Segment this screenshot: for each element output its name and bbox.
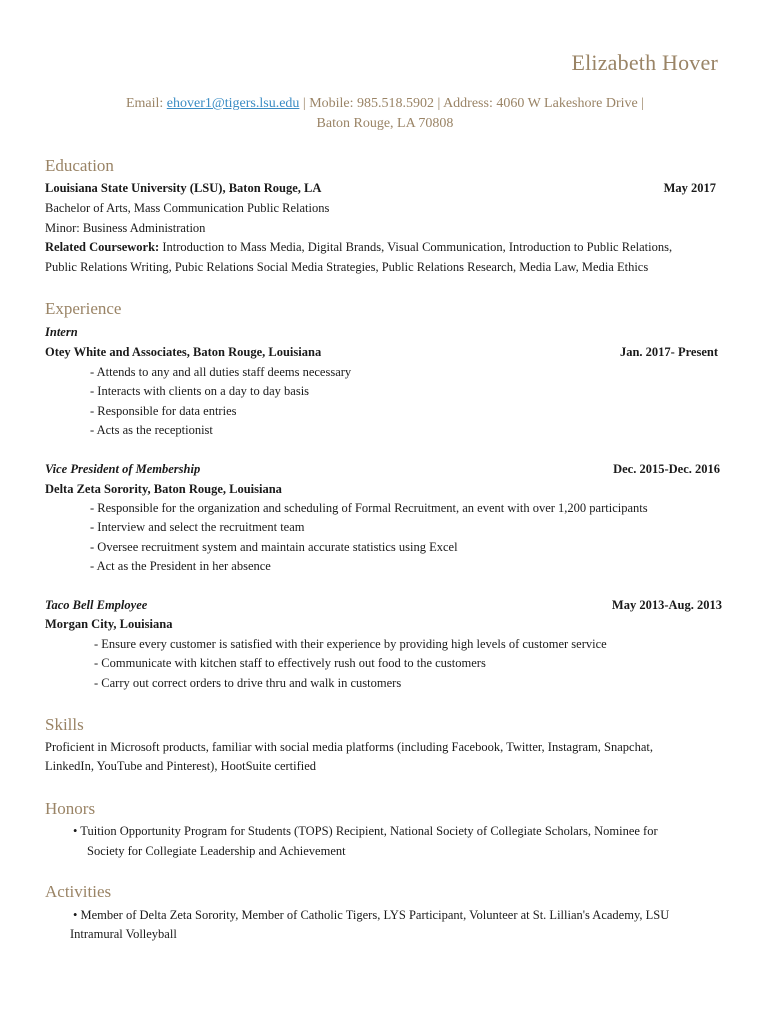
job-bullet: - Oversee recruitment system and maintain accurate statistics using Excel xyxy=(90,540,458,554)
job-title: Intern xyxy=(45,325,78,339)
activities-heading: Activities xyxy=(45,882,112,901)
job-org: Otey White and Associates, Baton Rouge, Louisiana xyxy=(45,345,322,359)
job-title: Taco Bell Employee xyxy=(45,598,148,612)
job-date: Dec. 2015-Dec. 2016 xyxy=(613,462,720,476)
education-heading: Education xyxy=(45,156,114,175)
skills-text: Proficient in Microsoft products, familiar with social media platforms (including Facebook, Twitter, Instagram, Snapchat, xyxy=(45,740,653,754)
education-school: Louisiana State University (LSU), Baton Rouge, LA xyxy=(45,181,322,195)
contact-line xyxy=(40,96,730,112)
skills-text-cont: LinkedIn, YouTube and Pinterest), HootSuite certified xyxy=(45,759,317,773)
education-date: May 2017 xyxy=(663,181,716,195)
job-org: Morgan City, Louisiana xyxy=(45,617,173,631)
job-bullet: - Interacts with clients on a day to day basis xyxy=(90,384,310,398)
job-bullet: - Carry out correct orders to drive thru and walk in customers xyxy=(94,676,402,690)
job-bullet: - Responsible for the organization and scheduling of Formal Recruitment, an event with over 1,200 participants xyxy=(90,501,648,515)
email-link[interactable]: ehover1@tigers.lsu.edu xyxy=(166,96,300,111)
education-coursework xyxy=(45,240,672,255)
experience-heading: Experience xyxy=(45,299,122,318)
resume-name: Elizabeth Hover xyxy=(571,50,718,75)
contact-city: Baton Rouge, LA 70808 xyxy=(316,116,454,131)
email-label: Email: xyxy=(125,96,164,111)
job-date: May 2013-Aug. 2013 xyxy=(611,598,722,612)
contact-details: | Mobile: 985.518.5902 | Address: 4060 W Lakeshore Drive | xyxy=(299,96,645,111)
job-bullet: - Acts as the receptionist xyxy=(90,423,213,437)
honors-item: • Tuition Opportunity Program for Students (TOPS) Recipient, National Society of Collegiate Scholars, Nominee for xyxy=(73,824,658,838)
education-degree: Bachelor of Arts, Mass Communication Public Relations xyxy=(45,201,330,215)
job-date: Jan. 2017- Present xyxy=(619,345,718,359)
activities-item: • Member of Delta Zeta Sorority, Member of Catholic Tigers, LYS Participant, Volunteer at St. Lillian's Academy, LSU xyxy=(73,908,670,922)
education-coursework-cont: Public Relations Writing, Pubic Relations Social Media Strategies, Public Relations Research, Media Law, Media Ethics xyxy=(45,260,649,274)
job-org: Delta Zeta Sorority, Baton Rouge, Louisiana xyxy=(45,482,282,496)
education-minor: Minor: Business Administration xyxy=(45,221,206,235)
honors-heading: Honors xyxy=(45,799,96,818)
job-bullet: - Attends to any and all duties staff deems necessary xyxy=(90,365,352,379)
skills-heading: Skills xyxy=(45,715,84,734)
job-title: Vice President of Membership xyxy=(45,462,201,476)
activities-item-cont: Intramural Volleyball xyxy=(70,927,177,941)
job-bullet: - Responsible for data entries xyxy=(90,404,237,418)
job-bullet: - Communicate with kitchen staff to effectively rush out food to the customers xyxy=(94,656,486,670)
job-bullet: - Interview and select the recruitment team xyxy=(90,520,305,534)
coursework-text: Introduction to Mass Media, Digital Brands, Visual Communication, Introduction to Public Relations, xyxy=(159,240,673,254)
job-bullet: - Ensure every customer is satisfied with their experience by providing high levels of customer service xyxy=(94,637,607,651)
job-bullet: - Act as the President in her absence xyxy=(90,559,271,573)
coursework-label: Related Coursework: xyxy=(45,240,160,254)
honors-item-cont: Society for Collegiate Leadership and Achievement xyxy=(87,844,346,858)
